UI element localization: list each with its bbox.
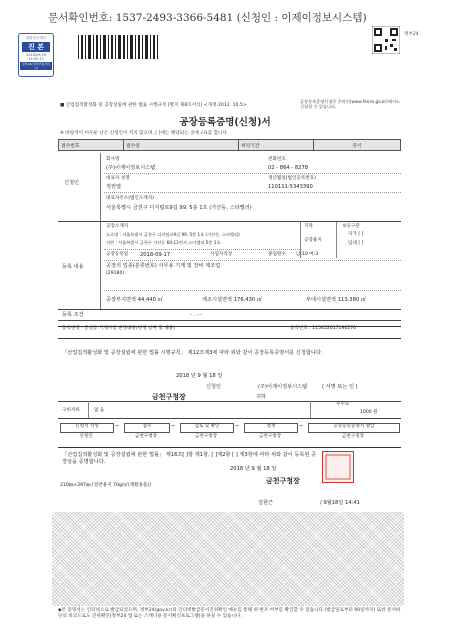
lot-address: 지번 : 서울특별시 금천구 가산동 60-11번지 스타밸리 5층 1호 xyxy=(106,240,221,245)
request-applicant-name: (주)이제이정보시스템 xyxy=(258,384,308,390)
original-copy-badge xyxy=(18,33,54,77)
badge-main-text: 진 본 xyxy=(22,42,50,52)
arrow-right-icon: → xyxy=(299,424,303,429)
badge-time: 14:02:15 xyxy=(28,57,44,61)
receipt-row xyxy=(58,139,401,151)
flow-step-5: 공장등록증명서 발급 xyxy=(308,423,400,433)
issuer-name: 금천구청장 xyxy=(266,477,300,485)
official-seal xyxy=(322,451,354,483)
factory-location-label: 공장소재지 xyxy=(106,224,129,229)
flow-who-5: 금천구청장 xyxy=(341,434,365,439)
request-text: 「산업집적활성화 및 공장설립에 관한 법률 시행규칙」 제12조제3에 따라 위와 같이 공장등록증명서를 신청합니다. xyxy=(62,350,323,356)
condition-bottom-line xyxy=(58,320,401,321)
flow-who-3: 금천구청장 xyxy=(194,434,218,439)
receipt-number-label: 접수번호 xyxy=(59,140,124,151)
applicant-bottom-line xyxy=(58,221,401,222)
factory-land-label: 공장용지 xyxy=(304,238,322,243)
registration-row-line xyxy=(104,249,300,250)
fee-divider xyxy=(88,401,89,418)
flow-step-3: 검토 및 확인 xyxy=(180,423,234,433)
address-value: 서울특별시 금천구 디지털로9길 99, 5층 1호 (가산동, 스타밸리) xyxy=(106,205,252,211)
flow-who-1: 신청인 xyxy=(79,434,93,439)
self-owned-checkbox: 자가 [ ] xyxy=(348,232,364,237)
footer-notice: ◆본 증명서는 인터넷으로 발급되었으며, 정부24(gov.kr)의 인터넷발급문서진위확인 메뉴를 통해 위·변조 여부를 확인할 수 있습니다.(발급일로부터 90일까지) 또한 문서하단의 바코드로도 진위확인(정부24 앱 또는 스캐너용 문서확인프로그램)을 하실 수 있습니다. xyxy=(58,608,401,619)
form-note: ※ 바탕색이 어두운 난은 신청인이 적지 않으며, [ ]에는 해당되는 곳에 √표를 합니다. xyxy=(60,131,229,136)
employees-label: 종업원수 xyxy=(268,252,286,257)
history-label: 등록변경 · 증설등 기재사항 변경내용(변경 날짜 및 내용) xyxy=(62,326,175,331)
qr-label: 정부24 xyxy=(404,32,419,37)
road-address: 도로명 : 서울특별시 금천구 디지털로9길 99, 5층 1호 (가산동, 스타밸리) xyxy=(106,232,240,237)
online-note: 공장등록증명신청은 온라인(www.femis.go.kr)에서도 신청할 수 있습니다. xyxy=(300,99,400,110)
leased-checkbox: 임대 [ ] xyxy=(348,241,364,246)
history-bottom-line xyxy=(58,338,401,339)
address-label: 대표자주소(법인소재지) xyxy=(106,196,154,201)
registration-divider xyxy=(100,222,101,310)
security-pattern xyxy=(52,512,404,606)
registration-bottom-line xyxy=(58,309,401,310)
phone-label: 전화번호 xyxy=(268,157,286,162)
barcode-icon xyxy=(78,35,158,59)
representative-name: 정권열 xyxy=(106,184,122,190)
condition-value: - . - - xyxy=(190,312,203,318)
fee-row xyxy=(58,401,401,419)
processor-name: 김현근 xyxy=(258,500,274,506)
page-title: 공장등록증명(신청)서 xyxy=(179,117,271,128)
owned-divider xyxy=(336,222,337,258)
receipt-date-label: 접수일 xyxy=(124,140,239,151)
arrow-right-icon: → xyxy=(235,424,239,429)
badge-date: 2018/09/18 xyxy=(26,53,46,57)
registration-row-line xyxy=(104,260,401,261)
process-flow xyxy=(58,421,401,443)
flow-step-4: 결재 xyxy=(244,423,298,433)
fee-label: 수수료 xyxy=(336,402,350,407)
law-reference: ■ 산업집적활성화 및 공장설립에 관한 법률 시행규칙 [별지 제8호서식] <개정 2012. 10.5> xyxy=(60,103,247,108)
industry-code: (29180) xyxy=(106,271,125,276)
business-label: 사업자직상 xyxy=(210,252,233,257)
registration-section-label: 등록 내용 xyxy=(62,264,84,270)
document-check-number: 문서확인번호: 1537-2493-3366-5481 (신청인 : 이제이정보시스템) xyxy=(48,12,367,24)
employees-value: 남:10 여:3 xyxy=(296,252,319,257)
flow-step-1: 신청서 작성 xyxy=(60,423,114,433)
request-date: 2018 년 9 월 18 일 xyxy=(176,373,223,379)
processing-period-value: 즉시 xyxy=(314,140,401,151)
processing-period-label: 처리기간 xyxy=(239,140,314,151)
industry-value: 공장의 업종(분류번호) 사무용 기계 및 장비 제조업 xyxy=(106,263,221,269)
registration-row-line xyxy=(104,290,401,291)
flow-step-2: 접수 xyxy=(124,423,170,433)
sign-hint: ( 서명 또는 인 ) xyxy=(322,384,358,390)
site-area: 공장부지면적 44,440 ㎡ xyxy=(106,297,163,303)
registration-date-label: 공장등록일 xyxy=(106,252,129,257)
required-docs-label: 구비서류 xyxy=(62,408,80,413)
company-name: (주)이제이정보시스템 xyxy=(106,165,156,171)
applicant-row-line xyxy=(104,173,401,174)
badge-bottom-text: 정부24(전자민원서비스) xyxy=(21,62,51,70)
request-applicant-label: 신청인 xyxy=(206,384,222,390)
arrow-right-icon: → xyxy=(171,424,175,429)
applicant-row-line xyxy=(104,192,401,193)
badge-top-text: 대한민국정부 xyxy=(25,36,47,40)
flow-bottom-line xyxy=(58,447,401,448)
phone-number: 02 - 864 - 8278 xyxy=(268,165,309,171)
recipient-office: 금천구청장 xyxy=(152,393,186,401)
certificate-date: 2018 년 9 월 18 일 xyxy=(230,466,277,472)
manufacturing-area: 제조시설면적 176.430 ㎡ xyxy=(202,297,263,303)
applicant-section-label: 신청인 xyxy=(64,180,80,186)
registration-date: 2018-09-17 xyxy=(140,252,171,258)
fee-divider xyxy=(310,401,311,418)
ownership-type-label: 보유구분 xyxy=(342,224,360,229)
applicant-divider xyxy=(100,153,101,221)
registration-serial: 등록번호 : 115452017190276 xyxy=(290,326,357,331)
birth-number: 110111-5343390 xyxy=(268,184,313,190)
recipient-suffix: 귀하 xyxy=(256,394,267,400)
required-docs-value: 없 음 xyxy=(94,408,105,413)
birth-label: 생년월일(법인등록번호) xyxy=(268,176,316,181)
company-label: 회사명 xyxy=(106,157,120,162)
paper-size: 210㎜×297㎜ [일반용지 70g/㎡(재활용품)] xyxy=(60,483,152,488)
representative-label: 대표자 성명 xyxy=(106,176,130,181)
auxiliary-area: 부대시설면적 113.380 ㎡ xyxy=(306,297,367,303)
flow-who-2: 금천구청장 xyxy=(134,434,158,439)
qr-code-icon xyxy=(372,26,400,54)
processed-at: / 9월18일 14:41 xyxy=(320,500,360,506)
arrow-right-icon: → xyxy=(115,424,119,429)
fee-value: 1000 원 xyxy=(360,410,378,415)
land-category-label: 지목 xyxy=(304,224,313,229)
condition-label: 등록 조건 xyxy=(62,312,84,318)
certificate-text: 「산업집적활성화 및 공장설립에 관한 법률」 제16조[ ]항 제1항, [ ]제2항 [ ] 제3항에 따라 위와 같이 등록된 공장임을 증명합니다. xyxy=(62,452,317,465)
flow-who-4: 금천구청장 xyxy=(258,434,282,439)
